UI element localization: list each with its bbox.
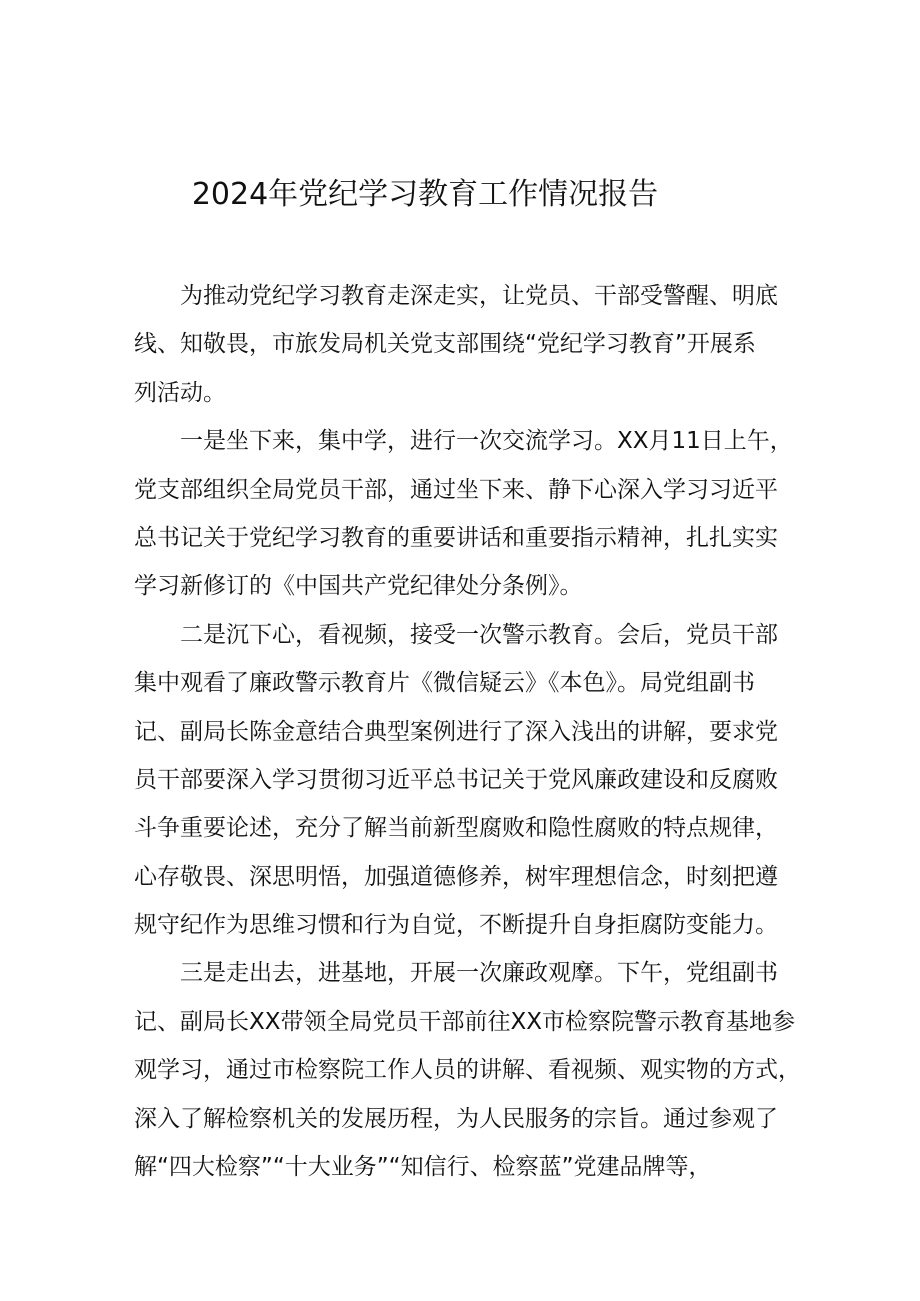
text-line: 心存敬畏、深思明悟，加强道德修养，树牢理想信念，时刻把遵 — [134, 863, 778, 890]
text-line: 集中观看了廉政警示教育片《微信疑云》《本色》。局党组副书 — [134, 670, 755, 697]
text-line: 记、副局长陈金意结合典型案例进行了深入浅出的讲解，要求党 — [134, 718, 778, 745]
text-line: 深入了解检察机关的发展历程，为人民服务的宗旨。通过参观了 — [134, 1105, 778, 1132]
text-line: 解“四大检察”“十大业务”“知信行、检察蓝”党建品牌等， — [134, 1154, 712, 1181]
text-line: 二是沉下心，看视频，接受一次警示教育。会后，党员干部 — [180, 621, 778, 648]
text-line: 规守纪作为思维习惯和行为自觉，不断提升自身拒腐防变能力。 — [134, 912, 778, 939]
paragraph-warning-education — [134, 611, 804, 950]
text-line: 党支部组织全局党员干部，通过坐下来、静下心深入学习习近平 — [134, 476, 778, 503]
text-line: 三是走出去，进基地，开展一次廉政观摩。下午，党组副书 — [180, 960, 778, 987]
document-title: 2024年党纪学习教育工作情况报告 — [191, 177, 659, 212]
paragraph-site-visit — [134, 949, 804, 1191]
paragraph-intro — [134, 272, 804, 417]
text-line: 总书记关于党纪学习教育的重要讲话和重要指示精神，扎扎实实 — [134, 524, 778, 551]
paragraph-study — [134, 417, 804, 611]
text-line: 列活动。 — [134, 379, 226, 406]
text-line: 观学习，通过市检察院工作人员的讲解、看视频、观实物的方式， — [134, 1057, 801, 1084]
text-line: 一是坐下来，集中学，进行一次交流学习。XX月11日上午， — [180, 428, 793, 455]
text-line: 线、知敬畏，市旅发局机关党支部围绕“党纪学习教育”开展系 — [134, 331, 756, 358]
document-body — [134, 272, 804, 1191]
text-line: 员干部要深入学习贯彻习近平总书记关于党风廉政建设和反腐败 — [134, 766, 778, 793]
text-line: 学习新修订的《中国共产党纪律处分条例》。 — [134, 573, 583, 600]
text-line: 为推动党纪学习教育走深走实，让党员、干部受警醒、明底 — [180, 283, 778, 309]
text-line: 斗争重要论述，充分了解当前新型腐败和隐性腐败的特点规律， — [134, 815, 778, 842]
text-line: 记、副局长XX带领全局党员干部前往XX市检察院警示教育基地参 — [134, 1008, 796, 1035]
